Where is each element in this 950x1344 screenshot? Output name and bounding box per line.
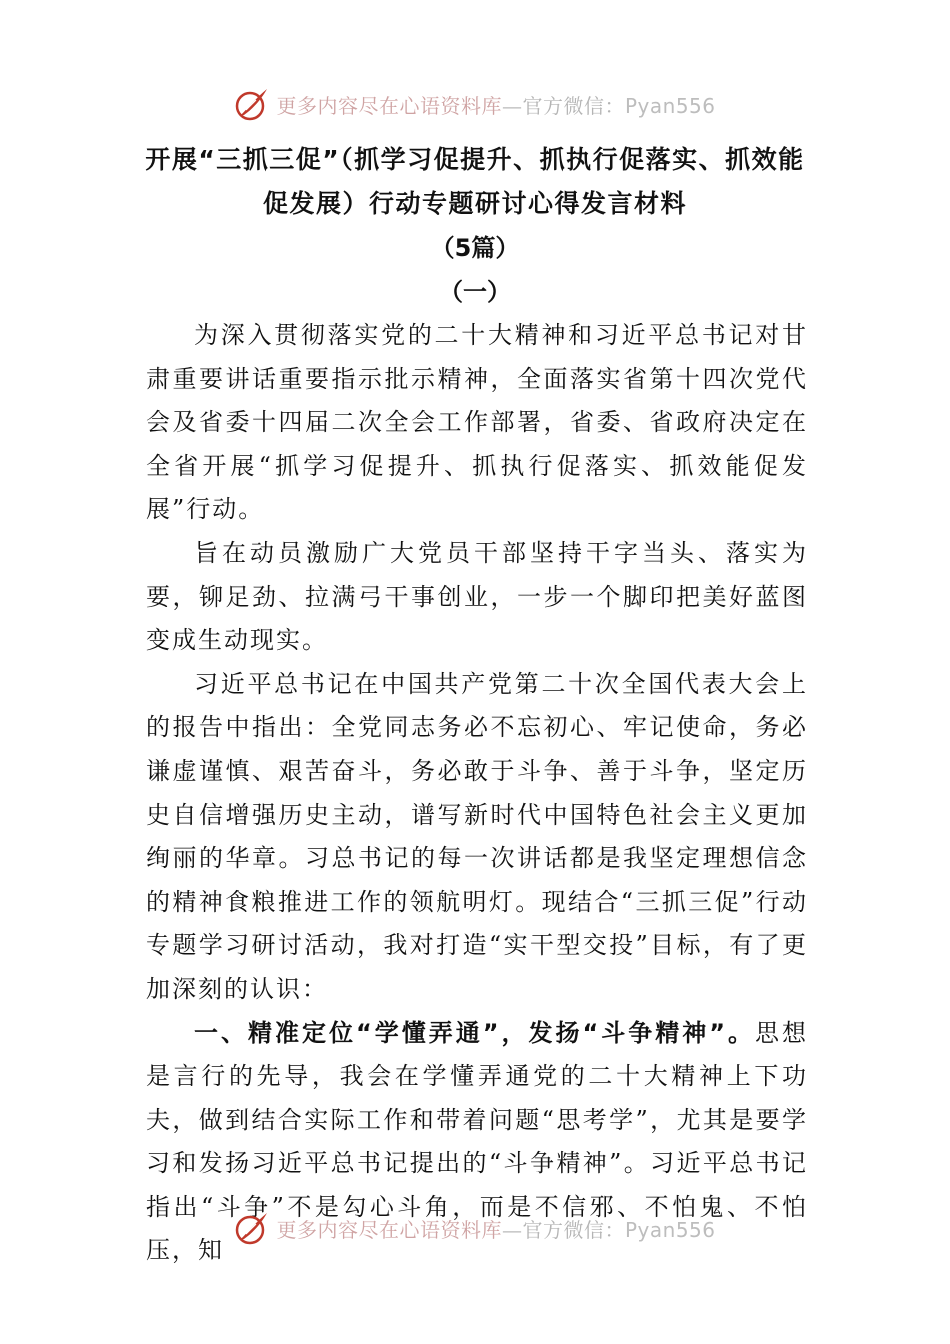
- point-one-body: 思想是言行的先导，我会在学懂弄通党的二十大精神上下功夫，做到结合实际工作和带着问题“思考学”，尤其是要学习和发扬习近平总书记提出的“斗争精神”。习近平总书记指出“斗争”不是勾心斗角，而是不信邪、不怕鬼、不怕压，知: [146, 1018, 809, 1265]
- watermark-brand: 更多内容尽在心语资料库: [276, 1217, 502, 1242]
- quill-logo-icon: [234, 1210, 270, 1246]
- watermark-separator: —: [501, 93, 523, 118]
- paragraph-3: 习近平总书记在中国共产党第二十次全国代表大会上的报告中指出：全党同志务必不忘初心、牢记使命，务必谦虚谨慎、艰苦奋斗，务必敢于斗争、善于斗争，坚定历史自信增强历史主动，谱写新时代中国特色社会主义更加绚丽的华章。习总书记的每一次讲话都是我坚定理想信念的精神食粮推进工作的领航明灯。现结合“三抓三促”行动专题学习研讨活动，我对打造“实干型交投”目标，有了更加深刻的认识：: [146, 669, 808, 1003]
- watermark-wechat-id: Pyan556: [624, 1217, 716, 1242]
- watermark-banner-bottom: [0, 1208, 950, 1248]
- watermark-separator: —: [501, 1217, 523, 1242]
- paragraph-2: 旨在动员激励广大党员干部坚持干字当头、落实为要，铆足劲、拉满弓干事创业，一步一个脚印把美好蓝图变成生动现实。: [146, 538, 808, 655]
- watermark-banner-top: [0, 84, 950, 124]
- quill-logo-icon: [234, 86, 270, 122]
- document-body: [146, 314, 808, 1273]
- document-title: 开展“三抓三促”（抓学习促提升、抓执行促落实、抓效能促发展）行动专题研讨心得发言材料: [145, 145, 805, 218]
- section-number: （一）: [439, 278, 511, 306]
- point-one-heading: 一、精准定位“学懂弄通”，发扬“斗争精神”。: [194, 1018, 756, 1047]
- watermark-official-label: 官方微信：: [522, 1217, 625, 1242]
- watermark-brand: 更多内容尽在心语资料库: [276, 93, 502, 118]
- watermark-official-label: 官方微信：: [522, 93, 625, 118]
- article-count-label: （5篇）: [430, 234, 520, 262]
- paragraph-1: 为深入贯彻落实党的二十大精神和习近平总书记对甘肃重要讲话重要指示批示精神，全面落实省第十四次党代会及省委十四届二次全会工作部署，省委、省政府决定在全省开展“抓学习促提升、抓执行促落实、抓效能促发展”行动。: [146, 321, 808, 524]
- watermark-wechat-id: Pyan556: [624, 93, 716, 118]
